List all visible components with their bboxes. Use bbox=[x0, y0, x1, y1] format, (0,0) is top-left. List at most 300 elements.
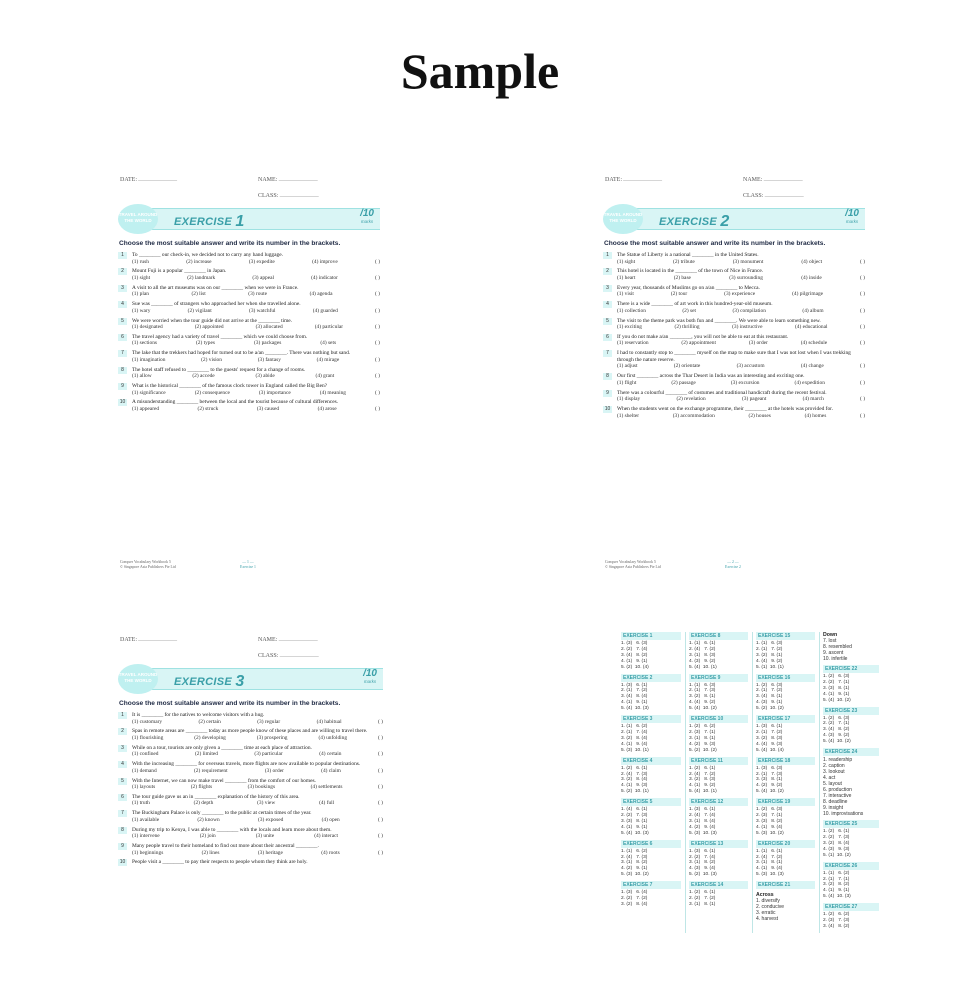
answer-option: (4) mirage bbox=[316, 356, 340, 363]
question-number: 8 bbox=[603, 373, 612, 380]
exercise-heading: EXERCISE 7 bbox=[621, 881, 681, 889]
answer-row: 5. (4) 10. (2) bbox=[823, 739, 851, 745]
question-text: The visit to the theme park was both fun and ________. We were able to learn something new. bbox=[617, 317, 821, 324]
question-body bbox=[132, 810, 383, 823]
exercise-heading: EXERCISE 15 bbox=[756, 632, 815, 640]
answer-row: 1. (2) 6. (3) bbox=[756, 807, 783, 813]
question-number: 5 bbox=[118, 778, 127, 785]
answer-row: 1. (1) 6. (3) bbox=[756, 641, 783, 646]
answer-options bbox=[617, 340, 865, 347]
answer-row: 5. (3) 10. (2) bbox=[621, 872, 649, 878]
answer-row: 5. (4) 10. (4) bbox=[756, 747, 784, 753]
question-text: What is the historical ________ of the famous clock tower in England called the Big Ben? bbox=[132, 383, 328, 389]
answer-bracket: ( ) bbox=[375, 389, 380, 396]
answer-option: (2) limited bbox=[195, 751, 218, 758]
question-body bbox=[132, 827, 383, 840]
answer-row: 3. (2) 8. (1) bbox=[689, 694, 716, 700]
answer-options bbox=[617, 363, 865, 370]
question-number: 3 bbox=[118, 745, 127, 752]
instruction: Choose the most suitable answer and write its number in the brackets. bbox=[604, 240, 826, 247]
answer-row: 4. (4) 9. (2) bbox=[756, 658, 783, 664]
answer-option: (1) flight bbox=[617, 379, 637, 386]
answer-block bbox=[621, 840, 681, 879]
answer-row: 3. (3) 8. (1) bbox=[756, 777, 783, 783]
question-item bbox=[118, 712, 383, 725]
answer-block bbox=[621, 632, 681, 671]
question-text: To ________ our check-in, we decided not to carry any hand luggage. bbox=[132, 252, 283, 258]
answer-option: (2) join bbox=[199, 833, 216, 840]
question-text: It is ________ for the natives to welcome visitors with a hug. bbox=[132, 712, 265, 718]
page-caption: Exercise 2 bbox=[725, 564, 741, 569]
across-item: 1. diversify bbox=[756, 898, 780, 905]
answer-option: (1) confined bbox=[132, 751, 159, 758]
question-text: When the students went on the exchange programme, their ________ at the hotels was provided for. bbox=[617, 405, 834, 412]
answer-row: 4. (2) 9. (2) bbox=[756, 783, 783, 789]
question-number: 4 bbox=[118, 761, 127, 768]
question-item bbox=[603, 373, 865, 386]
answer-options bbox=[132, 406, 380, 413]
answer-option: (2) appointment bbox=[681, 340, 717, 347]
question-item bbox=[118, 810, 383, 823]
question-number: 4 bbox=[118, 301, 127, 308]
question-text: With the increasing ________ for overseas travels, more flights are now available to popular destinations. bbox=[132, 761, 361, 768]
marks-label: marks bbox=[845, 219, 859, 224]
question-number: 6 bbox=[603, 334, 612, 341]
answer-options bbox=[132, 308, 380, 315]
question-item bbox=[603, 334, 865, 347]
answer-option: (4) inside bbox=[801, 274, 822, 281]
answer-bracket: ( ) bbox=[375, 324, 380, 331]
answer-option: (4) album bbox=[802, 307, 824, 314]
answer-row: 5. (4) 10. (3) bbox=[621, 830, 649, 836]
question-body bbox=[132, 843, 383, 856]
answer-row: 1. (1) 6. (1) bbox=[689, 641, 716, 646]
blank-line: ....................................... bbox=[278, 193, 319, 199]
class-label: CLASS: bbox=[258, 193, 279, 199]
answer-option: (3) accommodation bbox=[672, 412, 715, 419]
answer-row: 3. (1) 8. (3) bbox=[689, 652, 716, 658]
answer-options bbox=[617, 275, 865, 282]
answer-option: (3) unite bbox=[255, 833, 275, 840]
answer-option: (3) order bbox=[264, 767, 284, 774]
answer-option: (4) arose bbox=[317, 405, 337, 412]
name-label: NAME: bbox=[743, 177, 763, 183]
answer-option: (3) particular bbox=[254, 751, 283, 758]
footer-line-2: © Singapore Asia Publishers Pte Ltd bbox=[120, 564, 176, 569]
answer-option: (3) regular bbox=[257, 718, 281, 725]
date-label: DATE: bbox=[120, 177, 137, 183]
answer-option: (3) caused bbox=[256, 405, 280, 412]
answer-row: 2. (4) 7. (2) bbox=[689, 771, 716, 777]
answer-row: 2. (1) 7. (2) bbox=[756, 729, 783, 735]
question-item bbox=[118, 301, 380, 314]
question-number: 2 bbox=[118, 728, 127, 735]
answer-row: 2. (1) 7. (4) bbox=[621, 729, 648, 735]
exercise-heading: EXERCISE 8 bbox=[689, 632, 748, 640]
exercise-number: 2 bbox=[720, 213, 730, 230]
question-body bbox=[617, 301, 865, 314]
question-item bbox=[603, 350, 865, 370]
blank-line: ....................................... bbox=[763, 193, 804, 199]
answer-bracket: ( ) bbox=[860, 340, 865, 347]
answer-row: 2. (4) 7. (2) bbox=[689, 646, 716, 652]
answer-block bbox=[756, 632, 815, 671]
answer-option: (1) imagination bbox=[132, 356, 166, 363]
answer-row: 4. (3) 9. (3) bbox=[823, 846, 850, 852]
worksheet-thumbnail-2 bbox=[603, 170, 865, 575]
exercise-label: EXERCISE bbox=[659, 216, 718, 228]
answer-block bbox=[689, 840, 748, 879]
answer-option: (3) surrounding bbox=[729, 274, 763, 281]
exercise-heading: EXERCISE 12 bbox=[689, 798, 748, 806]
answer-bracket: ( ) bbox=[860, 274, 865, 281]
answer-option: (2) lines bbox=[201, 849, 220, 856]
exercise-heading: EXERCISE 18 bbox=[756, 757, 815, 765]
question-number: 9 bbox=[118, 843, 127, 850]
answer-bracket: ( ) bbox=[375, 258, 380, 265]
question-number: 8 bbox=[118, 827, 127, 834]
question-body bbox=[132, 745, 383, 758]
answer-option: (3) fantasy bbox=[257, 356, 281, 363]
answer-row: 1. (1) 6. (2) bbox=[621, 724, 648, 730]
down-title: Down bbox=[823, 632, 838, 638]
across-title: Across bbox=[756, 892, 774, 899]
page-title: Sample bbox=[400, 43, 560, 99]
answer-row: 4. (3) 9. (1) bbox=[756, 700, 783, 706]
answer-row: 4. (1) 9. (1) bbox=[621, 700, 648, 706]
answer-bracket: ( ) bbox=[860, 324, 865, 331]
answer-row: 1. (2) 6. (1) bbox=[689, 890, 716, 896]
answer-bracket: ( ) bbox=[860, 396, 865, 403]
answer-options bbox=[617, 259, 865, 266]
answer-option: (2) houses bbox=[748, 412, 771, 419]
question-item bbox=[118, 318, 380, 331]
blank-line: ....................................... bbox=[762, 177, 803, 183]
answer-row: 4. (4) 9. (3) bbox=[756, 741, 783, 747]
answer-block bbox=[621, 674, 681, 713]
question-text: The travel agency had a variety of travel ________ which we could choose from. bbox=[132, 333, 308, 340]
down-block bbox=[823, 632, 879, 662]
answer-block bbox=[823, 820, 879, 859]
question-number: 3 bbox=[603, 285, 612, 292]
question-item bbox=[118, 285, 380, 298]
answer-option: (4) claim bbox=[321, 767, 341, 774]
answer-row: 5. (4) 10. (2) bbox=[689, 706, 717, 712]
down-item: 10. infertile bbox=[823, 656, 848, 662]
footer-line-1: Conquer Vocabulary Workbook 5 bbox=[120, 560, 171, 564]
answer-options bbox=[617, 380, 865, 387]
answer-row: 4. (1) 9. (1) bbox=[621, 824, 648, 830]
answer-option: (4) indicator bbox=[311, 274, 338, 281]
answer-word: 10. improvisations bbox=[823, 811, 864, 818]
answer-option: (4) unfolding bbox=[318, 734, 348, 741]
date-field bbox=[605, 177, 662, 183]
answer-row: 4. (3) 9. (2) bbox=[689, 658, 716, 664]
answer-option: (3) view bbox=[257, 800, 276, 807]
marks-box bbox=[845, 208, 859, 224]
question-item bbox=[118, 778, 383, 791]
answer-block bbox=[756, 715, 815, 754]
answer-option: (2) orientate bbox=[673, 363, 701, 370]
answer-block bbox=[823, 665, 879, 704]
question-body bbox=[132, 285, 380, 298]
answer-bracket: ( ) bbox=[378, 849, 383, 856]
date-field bbox=[120, 177, 177, 183]
answer-row: 5. (3) 10. (2) bbox=[756, 830, 784, 836]
date-label: DATE: bbox=[605, 177, 622, 183]
answer-row: 2. (1) 7. (2) bbox=[756, 688, 783, 694]
answer-option: (3) abide bbox=[255, 373, 275, 380]
question-number: 2 bbox=[118, 268, 127, 275]
page-number-block bbox=[725, 560, 741, 569]
answer-row: 3. (2) 8. (1) bbox=[756, 652, 783, 658]
answer-row: 2. (4) 7. (2) bbox=[756, 854, 783, 860]
travel-badge-logo: TRAVEL AROUND THE WORLD bbox=[118, 664, 158, 694]
answer-option: (2) set bbox=[682, 307, 697, 314]
answer-options bbox=[132, 340, 380, 347]
answer-option: (1) wary bbox=[132, 307, 151, 314]
question-number: 6 bbox=[118, 794, 127, 801]
exercise-banner bbox=[603, 204, 865, 234]
answer-block bbox=[823, 748, 879, 817]
answer-options bbox=[617, 413, 865, 420]
answer-row: 1. (2) 6. (1) bbox=[621, 765, 648, 771]
page-caption: Exercise 1 bbox=[240, 564, 256, 569]
answer-row: 4. (1) 9. (1) bbox=[621, 658, 648, 664]
question-text: Sue was ________ of strangers who approached her when she travelled alone. bbox=[132, 301, 301, 308]
answer-option: (2) passage bbox=[671, 379, 696, 386]
answer-options bbox=[132, 390, 380, 397]
answer-bracket: ( ) bbox=[378, 734, 383, 741]
blank-line: ....................................... bbox=[622, 177, 662, 183]
question-body bbox=[617, 268, 865, 281]
question-text: This hotel is located in the ________ of the town of Nice in France. bbox=[617, 268, 764, 275]
answer-row: 1. (3) 6. (1) bbox=[621, 682, 648, 688]
answer-options bbox=[132, 719, 383, 726]
answer-option: (1) reservation bbox=[617, 340, 649, 347]
exercise-heading: EXERCISE 17 bbox=[756, 715, 815, 723]
answer-row: 4. (1) 9. (3) bbox=[621, 783, 648, 789]
answer-options bbox=[617, 308, 865, 315]
exercise-heading: EXERCISE 25 bbox=[823, 820, 879, 828]
marks-value: /10 bbox=[845, 208, 859, 219]
answer-options bbox=[132, 324, 380, 331]
answer-block bbox=[756, 881, 815, 889]
answer-bracket: ( ) bbox=[375, 291, 380, 298]
answer-row: 2. (1) 7. (3) bbox=[689, 688, 716, 694]
across-block bbox=[756, 892, 815, 922]
blank-line: ....................................... bbox=[277, 177, 318, 183]
answer-option: (2) consequence bbox=[194, 389, 230, 396]
answer-option: (3) exposed bbox=[258, 816, 284, 823]
banner-band bbox=[617, 208, 865, 230]
answer-option: (2) base bbox=[673, 274, 691, 281]
question-number: 1 bbox=[118, 712, 127, 719]
answer-row: 4. (1) 9. (2) bbox=[689, 783, 716, 789]
answer-options bbox=[132, 259, 380, 266]
answer-option: (2) requirement bbox=[193, 767, 228, 774]
worksheet-header bbox=[118, 630, 383, 658]
answer-row: 2. (2) 7. (1) bbox=[823, 679, 850, 685]
footer-line-1: Conquer Vocabulary Workbook 5 bbox=[605, 560, 656, 564]
question-item bbox=[118, 745, 383, 758]
answer-row: 5. (4) 10. (2) bbox=[823, 697, 851, 703]
question-body bbox=[132, 383, 380, 396]
down-item: 9. ascent bbox=[823, 650, 844, 656]
question-text: The hotel staff refused to ________ to the guests' request for a change of rooms. bbox=[132, 366, 306, 373]
answer-row: 3. (2) 8. (4) bbox=[621, 777, 648, 783]
answer-row: 2. (4) 7. (3) bbox=[621, 854, 648, 860]
question-text: A visit to all the art museums was on our ________ when we were in France. bbox=[132, 284, 299, 291]
answer-row: 5. (2) 10. (2) bbox=[756, 706, 784, 712]
question-number: 7 bbox=[603, 350, 612, 357]
question-body bbox=[132, 334, 380, 347]
answer-options bbox=[617, 324, 865, 331]
exercise-heading: EXERCISE 14 bbox=[689, 881, 748, 889]
exercise-title bbox=[659, 212, 730, 230]
question-number: 1 bbox=[118, 252, 127, 259]
exercise-heading: EXERCISE 4 bbox=[621, 757, 681, 765]
footer-line-2: © Singapore Asia Publishers Pte Ltd bbox=[605, 564, 661, 569]
question-item bbox=[118, 268, 380, 281]
answer-row: 4. (2) 9. (1) bbox=[621, 866, 648, 872]
travel-badge-logo: TRAVEL AROUND THE WORLD bbox=[118, 204, 158, 234]
answer-row: 5. (2) 10. (2) bbox=[689, 747, 717, 753]
marks-box bbox=[363, 668, 377, 684]
answer-row: 3. (1) 8. (2) bbox=[689, 860, 716, 866]
answer-option: (1) collection bbox=[617, 307, 646, 314]
instruction: Choose the most suitable answer and write its number in the brackets. bbox=[119, 240, 341, 247]
question-item bbox=[603, 406, 865, 419]
answer-bracket: ( ) bbox=[378, 767, 383, 774]
exercise-title bbox=[174, 212, 245, 230]
question-item bbox=[603, 252, 865, 265]
answer-row: 1. (3) 6. (4) bbox=[621, 890, 648, 896]
answer-option: (1) available bbox=[132, 816, 160, 823]
question-item bbox=[603, 390, 865, 403]
question-number: 2 bbox=[603, 268, 612, 275]
answer-option: (1) rush bbox=[132, 258, 149, 265]
question-text: The tour guide gave us an in ________ explanation of the history of this area. bbox=[132, 793, 300, 800]
answer-bracket: ( ) bbox=[375, 405, 380, 412]
answer-block bbox=[621, 881, 681, 908]
banner-band bbox=[132, 668, 383, 690]
worksheet-thumbnail-3 bbox=[118, 630, 383, 1000]
answer-option: (3) allocated bbox=[255, 324, 283, 331]
exercise-banner bbox=[118, 204, 380, 234]
answer-row: 3. (1) 8. (4) bbox=[689, 818, 716, 824]
answer-option: (1) display bbox=[617, 396, 641, 403]
across-item: 2. conducive bbox=[756, 904, 785, 911]
answer-row: 3. (4) 8. (4) bbox=[621, 694, 648, 700]
answer-row: 4. (3) 9. (4) bbox=[689, 866, 716, 872]
answer-row: 2. (2) 7. (2) bbox=[621, 896, 648, 902]
answer-row: 3. (1) 8. (1) bbox=[689, 735, 716, 741]
answer-option: (1) beginnings bbox=[132, 849, 164, 856]
answer-column bbox=[685, 632, 748, 933]
question-body bbox=[617, 318, 865, 331]
answer-block bbox=[689, 674, 748, 713]
question-list bbox=[118, 252, 380, 413]
answer-option: (3) excursion bbox=[730, 379, 760, 386]
answer-word: 7. interactive bbox=[823, 793, 852, 800]
answer-row: 4. (1) 9. (1) bbox=[823, 888, 850, 894]
question-body bbox=[617, 334, 865, 347]
class-field bbox=[258, 653, 318, 659]
answer-row: 2. (2) 7. (1) bbox=[823, 721, 850, 727]
answer-bracket: ( ) bbox=[375, 274, 380, 281]
answer-row: 3. (3) 8. (1) bbox=[621, 818, 648, 824]
answer-option: (1) sections bbox=[132, 340, 158, 347]
answer-row: 2. (1) 7. (1) bbox=[823, 876, 850, 882]
answer-option: (4) particular bbox=[314, 324, 344, 331]
answer-block bbox=[621, 715, 681, 754]
answer-block bbox=[756, 757, 815, 796]
answer-word: 1. readership bbox=[823, 757, 853, 764]
exercise-heading: EXERCISE 16 bbox=[756, 674, 815, 682]
answer-block bbox=[621, 757, 681, 796]
question-text: There is a wide ________ of art work in this hundred-year-old museum. bbox=[617, 301, 773, 308]
question-number: 3 bbox=[118, 285, 127, 292]
answer-column bbox=[618, 632, 681, 933]
answer-row: 2. (2) 7. (2) bbox=[689, 896, 716, 902]
question-text: Many people travel to their homeland to find out more about their ancestral ________. bbox=[132, 843, 319, 849]
answer-option: (1) visit bbox=[617, 291, 634, 298]
answer-row: 2. (2) 7. (4) bbox=[689, 854, 716, 860]
answer-option: (1) adjust bbox=[617, 363, 638, 370]
answer-row: 1. (2) 6. (3) bbox=[756, 682, 783, 688]
question-body bbox=[132, 712, 383, 725]
exercise-heading: EXERCISE 11 bbox=[689, 757, 748, 765]
answer-option: (3) watchful bbox=[249, 307, 276, 314]
answer-option: (4) certain bbox=[319, 751, 342, 758]
answer-options bbox=[132, 751, 383, 758]
down-item: 7. lost bbox=[823, 638, 837, 644]
answer-row: 1. (3) 6. (1) bbox=[689, 807, 716, 813]
answer-option: (3) pageant bbox=[741, 396, 767, 403]
question-body bbox=[617, 252, 865, 265]
class-label: CLASS: bbox=[258, 653, 279, 659]
answer-option: (3) monument bbox=[732, 258, 764, 265]
question-item bbox=[603, 318, 865, 331]
answer-bracket: ( ) bbox=[378, 800, 383, 807]
answer-block bbox=[756, 798, 815, 837]
exercise-heading: EXERCISE 27 bbox=[823, 903, 879, 911]
answer-bracket: ( ) bbox=[860, 363, 865, 370]
answer-option: (3) expedite bbox=[248, 258, 275, 265]
question-text: I had to constantly stop to ________ myself on the map to make sure that I was not lost when I was trekking through the nature reserve. bbox=[617, 350, 851, 363]
answer-word: 3. lookout bbox=[823, 769, 845, 776]
answer-option: (3) heritage bbox=[257, 849, 283, 856]
exercise-title bbox=[174, 672, 245, 690]
page-number: — 2 — bbox=[727, 560, 739, 564]
answer-option: (1) truth bbox=[132, 800, 150, 807]
question-body bbox=[132, 367, 380, 380]
answer-word: 9. insight bbox=[823, 805, 844, 812]
answer-option: (3) order bbox=[748, 340, 768, 347]
answer-option: (1) demand bbox=[132, 767, 157, 774]
question-item bbox=[118, 334, 380, 347]
question-item bbox=[118, 367, 380, 380]
answer-option: (4) homes bbox=[804, 412, 827, 419]
answer-option: (2) list bbox=[191, 291, 206, 298]
answer-column bbox=[752, 632, 815, 933]
exercise-heading: EXERCISE 9 bbox=[689, 674, 748, 682]
question-body bbox=[132, 318, 380, 331]
answer-row: 5. (3) 10. (3) bbox=[689, 830, 717, 836]
question-text: If you do not make a/an ________, you will not be able to eat at this restaurant. bbox=[617, 333, 789, 340]
page-number-block bbox=[240, 560, 256, 569]
